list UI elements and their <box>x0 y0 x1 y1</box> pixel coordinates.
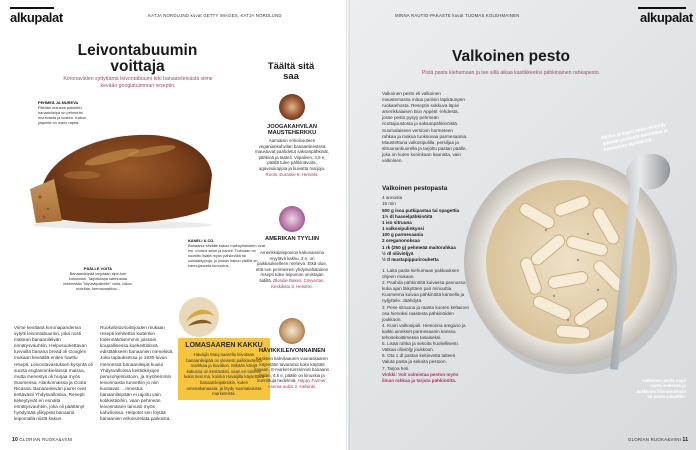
ingredient-item: 2 oreganonoksaa <box>382 238 420 244</box>
annotation-1-text: Pitkään mausee paistettu banaanileipä on pehmeän murevasta ja kostea. Kakun ylapinta on usein rapea. <box>38 105 87 125</box>
pasta-bowl-photo <box>458 120 688 390</box>
step-item: 3. Pese sitruuna ja raasta kuoren keltainen osa hienoksi raastesta pähkinöiden joukkoon. <box>382 304 470 322</box>
annotation-1-title: PEHMEÄ JA MUREVA <box>38 100 79 105</box>
side-item-2-text <box>254 250 330 289</box>
ingredient-item: 100 g parmesaania <box>382 232 424 238</box>
folio-right <box>628 437 688 443</box>
side-item-1-photo <box>279 94 305 120</box>
side-item-3-title: HÄVIKKILEIVONNAINEN <box>258 348 326 354</box>
ingredient-item: ½ dl oliiviöljyä <box>382 250 414 256</box>
article-title-left: Leivontabuumin voittaja <box>77 42 198 75</box>
annotation-2-title: KANELI & CO. <box>188 238 215 243</box>
annotation-3-text: Banaanileipää tarjotaan sipe-koh kokonaan. Tarjoilutapa kannustaa leikkimään "leipäviipaleelle" voita, hilloa, nutellaa, kermavaahtoa... <box>63 271 133 291</box>
brand-bar-right <box>638 7 686 9</box>
side-item-2-link[interactable]: Blondie Bakes, Cityvertan, Keskikatu 8, Helsinki. <box>271 277 325 289</box>
side-item-3-body: Kesktein kahvilaauren vuunaskaaren käytetään tavarassa koko käyttää sanaan. S-market-tumminnat banaanit. Palan, 4,5 e, päälle on kinuskia ja kunnittuja hedelmiä. <box>254 356 330 384</box>
ingredient-item: 1½ dl hasselpähkinöitä <box>382 214 433 220</box>
body-column-2: Ruokahistorioitsijoiden mukaan resepti kehitettiin kuitenkin todennäköisemmin joissain koupallisessa koekeittiöissä edistääkseen banaanien menekkiä. Joka tapauksessa jo 1930-luvun mennessä banaanileipä kuului Yhdysvalloissa keittiökirjojen perusohjelmistoon, ja myöhemmin leivonnaista tunnettiin jo niin kuvaavat ... Innostus banaanileipään ei rajoitu vain kotikeittiöihin, vaan pehmeän leivonnaisen tarvusti myös kahviloissa. Helpotet sen löytää banaanien erikoisirelata paikoista. <box>100 325 174 422</box>
recipe-steps <box>382 268 470 384</box>
side-item-3-photo <box>279 318 305 344</box>
folio-right-text: GLORIAN RUOKA&VIINI <box>628 437 682 442</box>
recipe-tip: Vinkki: Voit valmistaa peston myös ilman rahkaa ja tarjota pähkinöitä. <box>382 371 459 383</box>
side-item-1-title: JOOGAKAHVILAN MAUSTEHERKKU <box>267 124 317 137</box>
ingredient-item: 500 g isoa putkipastaa tai spagettia <box>382 208 460 213</box>
side-item-1-text <box>254 138 330 177</box>
body-column-1: Viime keväänä koronapandemia sytytti leivontabuumin, joka nosti makean banaanileivän ennätysvauhtiin. Helposuokettavan tuvvoilla banana bread oli Googlen mukaan keväällä eniten haettu resepti. Leivontavastuksen kysyntä oli suurta englanninkielisissä maissa, mutta menestys oli hurjaa myös Suomessa, Alankomaissa ja Costa Ricassa. Banaanileivän juuret ovat tiettävästi Yhdysvalloissa. Resepti kekeytyivät en ennalta ennätysvauhtiin, joka oli päättänyt hyödyntää ylikypsät banaanit leipomalla niistä kakun. <box>14 325 93 422</box>
step-item: 5. Lisää rahka ja sekoita huoliellisesti. Vatkaa oliiviöljy joukkoon. <box>382 341 459 353</box>
annotation-2-text: Banaania sävälte kakun makuyhdisteen ovat esi. rouhea seksi ja kaneli. Todinaan on suosittu lisätä myös pähkinöitä tai suklaahippuja, jo joskus kakun päällä on kannujauveta kuorrutus. <box>188 243 265 268</box>
side-item-1-link[interactable]: Roots, Eurantie 8, Helsinki. <box>265 171 319 177</box>
ingredient-item: 1 rk (250 g) pehmeää maitorahkaa <box>382 244 456 250</box>
annotation-1 <box>38 100 98 125</box>
bowl-caption: Rahka ja kypsi sekä oliiviöljy tekevät pestosta kuohkeaa ja kermaisen täyteläistä. <box>601 122 669 154</box>
folio-left <box>12 437 72 443</box>
step-item: 4. Kuori valkosipuli. Hienonna oregano ja kaikki ainekset parmesaanin kanssa tehosekoittimessa tasaiseksi. <box>382 322 466 341</box>
side-item-1-body: Aamiaisin erikoisuuteen veganiankahvilan banaanileivässä maustuvat paahdetut saksanpähkinät, pähkinä ja taateli. Viipaleen, 3,5 e, päällä tulee pähkinävoita, agavesiirappia ja kuivatta marjoja. <box>255 138 329 171</box>
recipe-title: Valkoinen pestopasta <box>382 185 448 192</box>
ingredient-item: 1 valkosipulinkynsi <box>382 226 425 232</box>
step-item: 7. Tarjoa heti. <box>382 365 410 371</box>
tip-title: LOMASAAREN KAKKU <box>185 342 263 349</box>
page-number-right: 11 <box>682 437 689 443</box>
brand-bar-left <box>10 7 54 9</box>
side-item-3-link[interactable]: Happy Farmer, Asema-aukio 2, Helsinki. <box>267 378 327 389</box>
hawaii-banana-photo <box>178 296 220 338</box>
annotation-3-title: PÄÄLLE VOITA <box>83 266 113 271</box>
step-item: 6. Ota 1 dl pastan keitinvettä talteen. Valuta pasta ja sekoita pestoon. <box>382 353 457 365</box>
step-item: 1. Laita pasta kiehumaan pakkauksen ohjeen mukaan. <box>382 268 460 280</box>
article-lead-right: Pistä pasta kiehumaan ja tee sillä aikaa kastikkeeksi pähkinäinen rahkapesto. <box>421 70 601 76</box>
recipe-time: 15 min <box>382 201 396 206</box>
page-number-left: 10 <box>12 437 18 443</box>
article-title-right: Valkoinen pesto <box>451 48 570 65</box>
brand-logo-right: alkupalat <box>640 10 693 25</box>
photo-credit-left: KATJA NORDLUND kuvat GETTY IMAGES, KATJA NORDLUND <box>148 13 282 18</box>
side-item-2-title: AMERIKAN TYYLIIN <box>264 236 320 242</box>
step-item: 2. Paahda pähkinöitä kuivassa pannussa kuka ajan läikyttäen pari minuuttia. Kuumenna kuivaa pähkinöitä kannella ja nyljyttele. Jäähdytä. <box>382 280 466 304</box>
recipe-servings: 4 annosta <box>382 195 403 200</box>
recipe-intro: Valkoinen pesto eli valkoinen maustemassa mitua pariisin läpikäunpen ruokatehosta. Reseptin sokkuva läpivi amerikkalaisen Bon Appétit -lehdestä, josse pesto pysyy pehmeän ricottajuustosta ja saksanpähkinöistä. Suomalaiseen versioon hormeteen rahkaa ja makua tuoksuvaa parmesaania. Maustettuna valkosipulilla, persiljaa ja sitruunankuorella ja tarjoltu pastan päälle, joka on kuten kuninkaan kaunista, vain valkoinen. <box>382 91 468 164</box>
side-item-2-photo <box>279 206 305 232</box>
corner-caption: Valkoinen pesto sopii myös mehevän ja lisäkkeen liha-annoksiin tai pasta-salaattiin. <box>636 378 686 400</box>
side-item-3-text <box>254 356 330 390</box>
brand-logo-left: alkupalat <box>10 10 63 25</box>
article-lead-left: Koronaviiden syttyttämä leivontabuumi teki banaanileivästä viime kevään googlatuimman reseptin. <box>63 76 213 89</box>
side-title: Täältä sitä saa <box>267 61 315 82</box>
ingredient-item: ½ tl mustapippurirouhetta <box>382 256 439 262</box>
ingredient-item: 1 iso sitruuna <box>382 220 412 226</box>
side-item-2-body: Amerikkalaisponion kakunaisena myytävä kakku, 3 e, on paikkaukselleen meheva. Etkä ulue, että sen perinteinen yhdysvaltalainen resepti tulee leipomon omistajan äidiltä. <box>255 250 329 283</box>
tip-text: Havaijin Mauj-saarella leivotaan banaanileipää on yleisesti paikkaväestä markkaa ja kuvakon. Mikään kävijä kakussa on kestävästi, vaan eri toiseen kukin tiesi ma, kuinka Havaijilla käytettävä banaanileipäksikin, kuten omenabanaania, ja läydy suomalaisista marketeista. <box>184 352 265 397</box>
annotation-3 <box>62 266 134 291</box>
folio-left-text: GLORIAN RUOKA&VIINI <box>19 437 73 442</box>
photo-credit-right: MINNA RAUTIO-PAKASTE kuvat TUOMAS KOLEHMAINEN <box>395 13 520 18</box>
page-fold <box>346 0 350 450</box>
